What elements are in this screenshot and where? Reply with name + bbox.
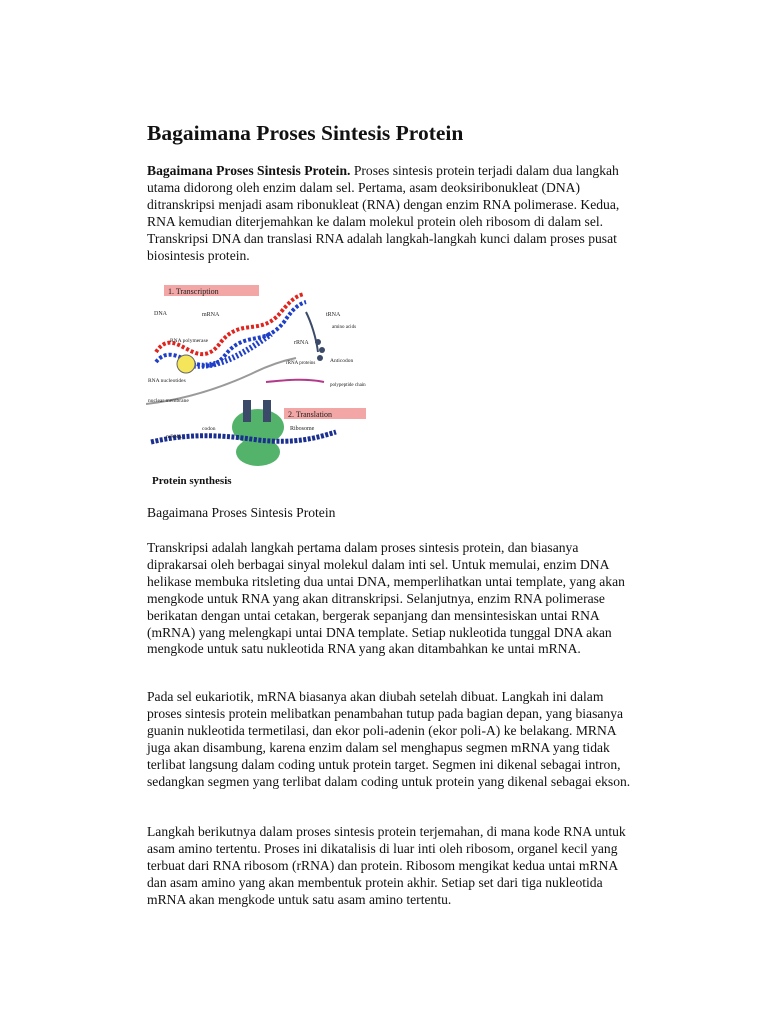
trna-label: tRNA [326, 312, 341, 318]
paragraph-mrna-processing: Pada sel eukariotik, mRNA biasanya akan diubah setelah dibuat. Langkah ini dalam proses sintesis protein melibatkan penambahan tutup pada bagian depan, yang biasanya guanin nukleotida termetilasi, dan ekor poli-adenin (ekor poli-A) ke belakang. MRNA juga akan disambung, karena enzim dalam sel menghapus segmen mRNA yang tidak terlibat langsung dalam coding untuk protein target. Segmen ini dikenal sebagai intron, sedangkan segmen yang terlibat dalam coding untuk protein yang dikenal sebagai ekson. [147, 689, 631, 789]
figure-inner-caption: Protein synthesis [152, 475, 232, 487]
mrna-top-label: mRNA [202, 312, 220, 318]
page-title: Bagaimana Proses Sintesis Protein [147, 121, 464, 145]
step2-label: 2. Translation [288, 410, 333, 419]
codon-label: codon [202, 426, 216, 432]
mrna-bottom-label: mRNA [166, 434, 182, 440]
rna-polymerase-label: RNA polymerase [170, 338, 209, 344]
step1-label: 1. Transcription [168, 287, 219, 296]
anticodon-label: Anticodon [330, 358, 354, 364]
rna-nucleotides-label: RNA nucleotides [148, 378, 186, 384]
rna-polymerase-blob [177, 355, 195, 373]
protein-synthesis-svg [146, 282, 371, 492]
paragraph-transcription: Transkripsi adalah langkah pertama dalam proses sintesis protein, dan biasanya diprakarsai oleh berbagai sinyal molekul dalam inti sel. Untuk memulai, enzim DNA helikase membuka ritsleting dua untai DNA, memperlihatkan untai template, yang akan mengkode untuk RNA yang akan ditranskripsi. Selanjutnya, enzim RNA polimerase berikatan dengan untai cetakan, bergerak sepanjang dan mensintesiskan untai RNA (mRNA) yang melengkapi untai DNA template. Setiap nukleotida tunggal DNA akan mengkode untuk satu nukleotida RNA yang akan ditambahkan ke untai mRNA. [147, 540, 625, 657]
intro-paragraph [147, 163, 637, 264]
protein-synthesis-diagram [146, 282, 371, 492]
ribosome-label: Ribosome [290, 426, 315, 432]
figure-caption: Bagaimana Proses Sintesis Protein [147, 505, 336, 520]
dna-label: DNA [154, 311, 167, 317]
rna-proteins-label: rRNA proteins [286, 361, 316, 366]
polypeptide-label: polypeptide chain [330, 383, 366, 388]
paragraph-translation: Langkah berikutnya dalam proses sintesis protein terjemahan, di mana kode RNA untuk asam amino tertentu. Proses ini dikatalisis di luar inti oleh ribosom, organel kecil yang terbuat dari RNA ribosom (rRNA) dan protein. Ribosom mengikat kedua untai mRNA dan asam amino yang akan membentuk protein akhir. Setiap set dari tiga nukleotida mRNA akan mengkode untuk satu asam amino tertentu. [147, 824, 626, 907]
rrna-label: rRNA [294, 340, 309, 346]
amino-acids-label: amino acids [332, 325, 357, 330]
nuclear-membrane-label: nuclear membrane [148, 398, 189, 404]
intro-text: Proses sintesis protein terjadi dalam dua langkah utama didorong oleh enzim dalam sel. Pertama, asam deoksiribonukleat (DNA) ditranskripsi menjadi asam ribonukleat (RNA) dengan enzim RNA polimerase. Kedua, RNA kemudian diterjemahkan ke dalam molekul protein oleh ribosom di dalam sel. Transkripsi DNA dan translasi RNA adalah langkah-langkah kunci dalam proses pusat biosintesis protein. [147, 163, 620, 263]
intro-lead: Bagaimana Proses Sintesis Protein. [147, 163, 351, 178]
